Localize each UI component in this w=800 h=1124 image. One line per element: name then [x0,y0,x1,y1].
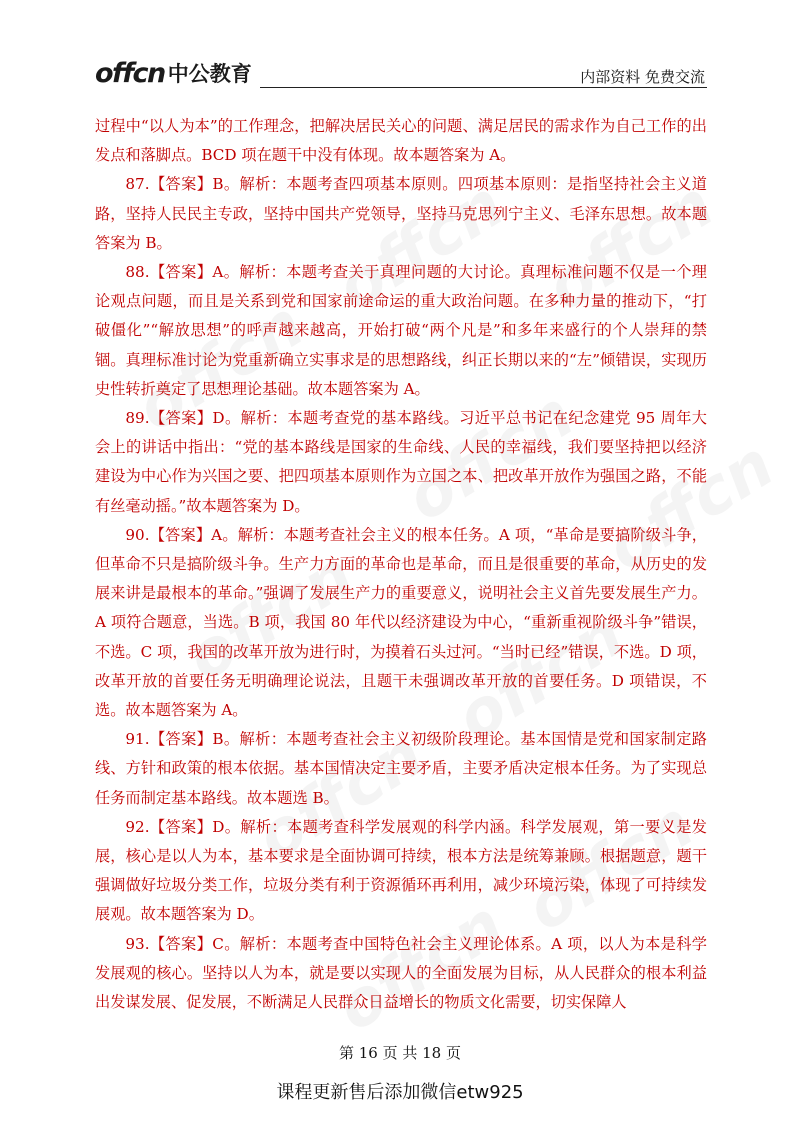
answer-93: 93.【答案】C。解析：本题考查中国特色社会主义理论体系。A 项，以人为本是科学发展观的核心。坚持以人为本，就是要以实现人的全面发展为目标，从人民群众的根本利益出发谋发展、促发展，不断满足人民群众日益增长的物质文化需要，切实保障人 [95,934,707,1012]
answer-89: 89.【答案】D。解析：本题考查党的基本路线。习近平总书记在纪念建党 95 周年大会上的讲话中指出：“党的基本路线是国家的生命线、人民的幸福线，我们要坚持把以经济建设为中心作为兴国之要、把四项基本原则作为立国之本、把改革开放作为强国之路，不能有丝毫动摇。”故本题答案为 D。 [95,409,707,515]
page-header [95,58,707,88]
logo-mark: offcn [95,58,165,89]
paragraph-continuation: 过程中“以人为本”的工作理念，把解决居民关心的问题、满足居民的需求作为自己工作的出发点和落脚点。BCD 项在题干中没有体现。故本题答案为 A。 [95,117,707,165]
header-notice: 内部资料 免费交流 [580,68,705,86]
answer-91: 91.【答案】B。解析：本题考查社会主义初级阶段理论。基本国情是党和国家制定路线、方针和政策的根本依据。基本国情决定主要矛盾，主要矛盾决定根本任务。为了实现总任务而制定基本路线。故本题选 B。 [95,730,707,807]
answer-92: 92.【答案】D。解析：本题考查科学发展观的科学内涵。科学发展观，第一要义是发展，核心是以人为本，基本要求是全面协调可持续，根本方法是统筹兼顾。根据题意，题干强调做好垃圾分类工作，垃圾分类有利于资源循环再利用，减少环境污染，体现了可持续发展观。故本题答案为 D。 [95,817,707,924]
answer-87: 87.【答案】B。解析：本题考查四项基本原则。四项基本原则：是指坚持社会主义道路，坚持人民民主专政，坚持中国共产党领导，坚持马克思列宁主义、毛泽东思想。故本题答案为 B。 [95,175,707,252]
answer-90: 90.【答案】A。解析：本题考查社会主义的根本任务。A 项，“革命是要搞阶级斗争，但革命不只是搞阶级斗争。生产力方面的革命也是革命，而且是很重要的革命，从历史的发展来讲是最根本的革命。”强调了发展生产力的重要意义，说明社会主义首先要发展生产力。A 项符合题意，当选。B 项，我国 80 年代以经济建设为中心，“重新重视阶级斗争”错误，不选。C 项，我国的改革开放为进行时，为摸着石头过河。“当时已经”错误，不选。D 项，改革开放的首要任务无明确理论说法，且题干未强调改革开放的首要任务。D 项错误，不选。故本题答案为 A。 [95,525,707,720]
answer-explanations [95,112,707,1017]
offcn-logo [95,58,252,88]
logo-chinese-name: 中公教育 [167,62,252,86]
promo-text: 课程更新售后添加微信etw925 [276,1082,524,1103]
answer-88: 88.【答案】A。解析：本题考查关于真理问题的大讨论。真理标准问题不仅是一个理论观点问题，而且是关系到党和国家前途命运的重大政治问题。在多种力量的推动下，“打破僵化”“解放思想”的呼声越来越高，开始打破“两个凡是”和多年来盛行的个人崇拜的禁锢。真理标准讨论为党重新确立实事求是的思想路线，纠正长期以来的“左”倾错误，实现历史性转折奠定了思想理论基础。故本题答案为 A。 [95,263,707,398]
header-divider [260,87,707,88]
page-number: 第 16 页 共 18 页 [338,1044,461,1062]
